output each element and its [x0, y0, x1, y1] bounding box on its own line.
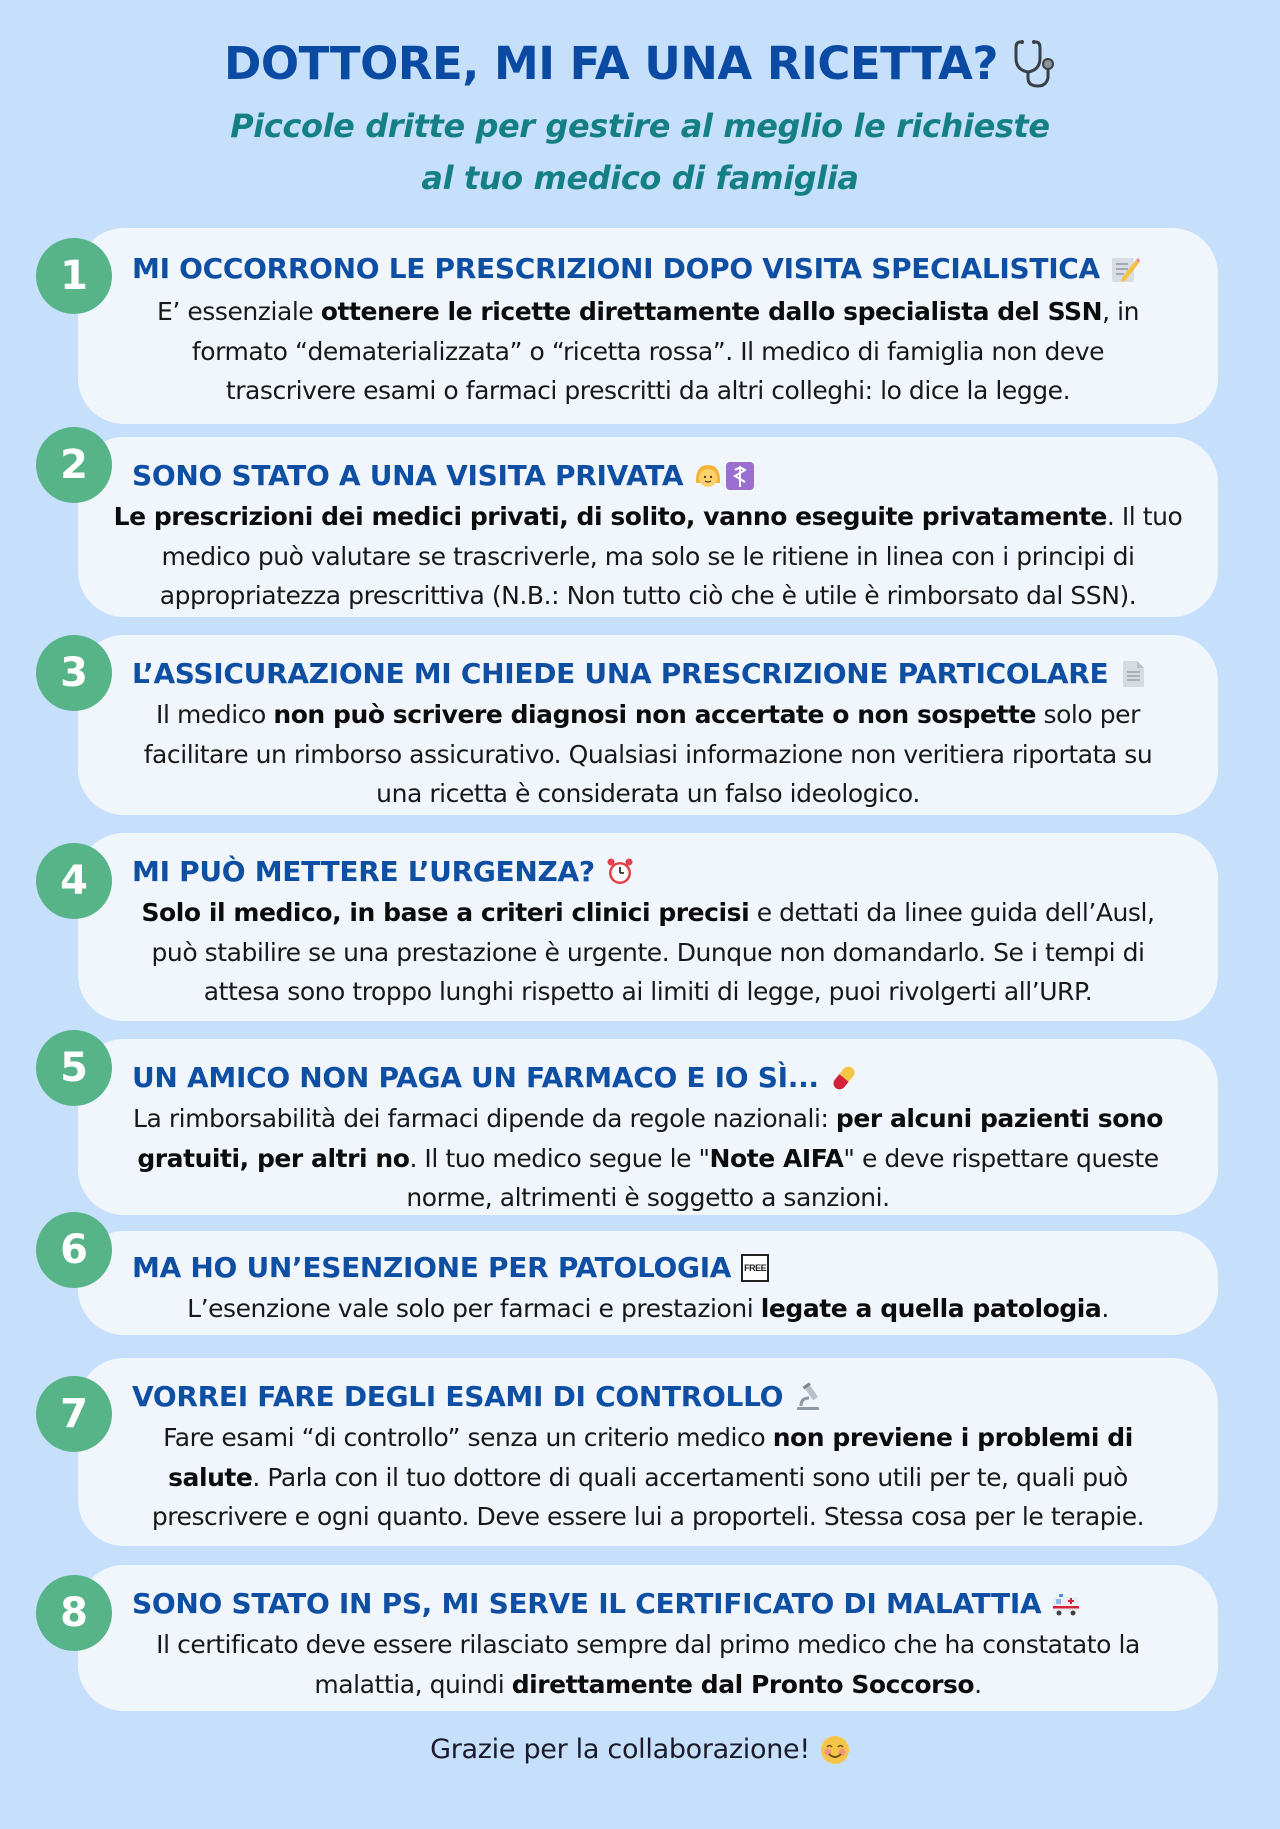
- free-button-icon: FREE: [741, 1254, 769, 1282]
- body-text: . Parla con il tuo dottore di quali accertamenti sono utili per te, quali può: [252, 1462, 1128, 1492]
- section-body: [78, 1099, 1218, 1218]
- body-text: .: [1101, 1294, 1109, 1323]
- body-text: , in: [1102, 297, 1139, 326]
- pill-icon: [829, 1063, 859, 1093]
- body-line: [90, 695, 1206, 735]
- section-card-5: [78, 1039, 1218, 1215]
- body-line: [90, 1289, 1206, 1329]
- body-line: [90, 735, 1206, 775]
- body-text: può stabilire se una prestazione è urgente. Dunque non domandarlo. Se i tempi di: [151, 937, 1145, 967]
- section-body: [78, 893, 1218, 1012]
- emphasis-text: legate a quella patologia: [760, 1294, 1102, 1323]
- emphasis-text: Le prescrizioni dei medici privati, di solito, vanno eseguite privatamente: [113, 502, 1107, 531]
- body-line: [90, 332, 1206, 372]
- body-line: [90, 1665, 1206, 1705]
- section-number-badge: 6: [36, 1212, 112, 1288]
- section-number-badge: 1: [36, 238, 112, 314]
- section-body: [78, 1625, 1218, 1704]
- section-heading-text: UN AMICO NON PAGA UN FARMACO E IO SÌ...: [132, 1061, 819, 1094]
- body-line: [90, 1099, 1206, 1139]
- header: [0, 28, 1280, 204]
- body-text: prescrivere e ogni quanto. Deve essere lui a proporteli. Stessa cosa per le terapie.: [151, 1502, 1145, 1531]
- body-text: norme, altrimenti è soggetto a sanzioni.: [406, 1183, 890, 1212]
- footer-text: Grazie per la collaborazione!: [430, 1734, 810, 1765]
- memo-pencil-icon: [1110, 254, 1140, 284]
- alarm-clock-icon: [605, 857, 635, 887]
- body-text: e dettati da linee guida dell’Ausl,: [749, 898, 1155, 927]
- emphasis-text: Note AIFA: [709, 1143, 844, 1173]
- section-card-4: [78, 833, 1218, 1021]
- emphasis-text: Solo il medico, in base a criteri clinici precisi: [141, 898, 750, 927]
- body-line: [90, 1139, 1206, 1179]
- body-line: [90, 1625, 1206, 1665]
- smiling-face-icon: [820, 1735, 850, 1765]
- body-text: L’esenzione vale solo per farmaci e prestazioni: [187, 1294, 761, 1323]
- body-text: medico può valutare se trascriverle, ma solo se le ritiene in linea con i principi di: [161, 541, 1135, 571]
- body-text: . Il tuo medico segue le ": [409, 1143, 710, 1173]
- section-heading: [132, 855, 635, 888]
- section-number-badge: 2: [36, 427, 112, 503]
- section-body: [78, 1418, 1218, 1537]
- section-card-3: [78, 635, 1218, 815]
- footer: [0, 1734, 1280, 1765]
- body-text: malattia, quindi: [314, 1669, 512, 1699]
- body-line: [90, 576, 1206, 616]
- document-icon: [1118, 659, 1148, 689]
- body-line: [90, 893, 1206, 933]
- section-card-2: [78, 437, 1218, 617]
- emphasis-text: ottenere le ricette direttamente dallo specialista del SSN: [320, 297, 1103, 326]
- section-heading-text: SONO STATO IN PS, MI SERVE IL CERTIFICATO DI MALATTIA: [132, 1587, 1042, 1620]
- body-line: [90, 497, 1206, 537]
- emphasis-text: non previene i problemi di: [772, 1423, 1133, 1452]
- woman-health-worker-icon: [693, 461, 755, 491]
- body-text: appropriatezza prescrittiva (N.B.: Non tutto ciò che è utile è rimborsato dal SSN).: [159, 581, 1137, 610]
- body-text: solo per: [1036, 700, 1140, 729]
- stethoscope-icon: [1010, 38, 1056, 90]
- section-number-badge: 3: [36, 635, 112, 711]
- section-body: [78, 1289, 1218, 1329]
- section-heading: [132, 1380, 823, 1413]
- emphasis-text: direttamente dal Pronto Soccorso: [511, 1669, 975, 1699]
- body-text: attesa sono troppo lunghi rispetto ai limiti di legge, puoi rivolgerti all’URP.: [203, 977, 1093, 1006]
- body-line: [90, 933, 1206, 973]
- body-line: [90, 1458, 1206, 1498]
- body-line: [90, 972, 1206, 1012]
- section-number-badge: 4: [36, 843, 112, 919]
- body-line: [90, 537, 1206, 577]
- body-text: . Il tuo: [1106, 502, 1183, 531]
- emphasis-text: per alcuni pazienti sono: [835, 1104, 1164, 1133]
- body-text: facilitare un rimborso assicurativo. Qualsiasi informazione non veritiera riportata su: [143, 739, 1153, 769]
- section-heading: [132, 252, 1140, 285]
- section-heading-text: VORREI FARE DEGLI ESAMI DI CONTROLLO: [132, 1380, 784, 1413]
- body-text: " e deve rispettare queste: [843, 1143, 1159, 1173]
- section-heading-text: MA HO UN’ESENZIONE PER PATOLOGIA: [132, 1251, 732, 1284]
- subtitle-line-1: Piccole dritte per gestire al meglio le richieste: [230, 107, 1050, 145]
- ambulance-icon: [1051, 1589, 1081, 1619]
- body-text: Fare esami “di controllo” senza un criterio medico: [163, 1423, 773, 1452]
- body-line: [90, 1178, 1206, 1218]
- section-heading: [132, 459, 755, 492]
- body-text: La rimborsabilità dei farmaci dipende da regole nazionali:: [132, 1104, 836, 1133]
- section-number-badge: 8: [36, 1575, 112, 1651]
- subtitle-line-2: al tuo medico di famiglia: [421, 159, 859, 197]
- body-line: [90, 371, 1206, 411]
- section-card-7: [78, 1358, 1218, 1546]
- section-heading: [132, 657, 1148, 690]
- body-text: E’ essenziale: [157, 297, 321, 326]
- section-heading: [132, 1587, 1081, 1620]
- body-text: Il certificato deve essere rilasciato sempre dal primo medico che ha constatato la: [156, 1630, 1140, 1659]
- microscope-icon: [793, 1382, 823, 1412]
- section-number-badge: 7: [36, 1376, 112, 1452]
- body-line: [90, 1418, 1206, 1458]
- body-line: [90, 774, 1206, 814]
- section-heading: [132, 1251, 769, 1284]
- section-number-badge: 5: [36, 1030, 112, 1106]
- page-title: [224, 28, 1056, 100]
- section-heading-text: SONO STATO A UNA VISITA PRIVATA: [132, 459, 684, 492]
- page-title-text: DOTTORE, MI FA UNA RICETTA?: [224, 37, 998, 90]
- section-body: [78, 695, 1218, 814]
- body-text: formato “dematerializzata” o “ricetta rossa”. Il medico di famiglia non deve: [191, 336, 1105, 366]
- section-card-1: [78, 228, 1218, 424]
- body-line: [90, 1497, 1206, 1537]
- section-heading: [132, 1061, 859, 1094]
- body-text: trascrivere esami o farmaci prescritti da altri colleghi: lo dice la legge.: [225, 376, 1071, 405]
- body-text: una ricetta è considerata un falso ideologico.: [376, 779, 920, 808]
- emphasis-text: non può scrivere diagnosi non accertate o non sospette: [273, 700, 1036, 729]
- section-heading-text: L’ASSICURAZIONE MI CHIEDE UNA PRESCRIZIONE PARTICOLARE: [132, 657, 1109, 690]
- section-heading-text: MI OCCORRONO LE PRESCRIZIONI DOPO VISITA SPECIALISTICA: [132, 252, 1100, 285]
- emphasis-text: salute: [168, 1462, 253, 1492]
- section-card-6: [78, 1231, 1218, 1335]
- body-text: Il medico: [156, 700, 274, 729]
- section-body: [78, 292, 1218, 411]
- section-body: [78, 497, 1218, 616]
- body-line: [90, 292, 1206, 332]
- section-card-8: [78, 1565, 1218, 1711]
- emphasis-text: gratuiti, per altri no: [137, 1143, 410, 1173]
- section-heading-text: MI PUÒ METTERE L’URGENZA?: [132, 855, 595, 888]
- body-text: .: [974, 1669, 982, 1699]
